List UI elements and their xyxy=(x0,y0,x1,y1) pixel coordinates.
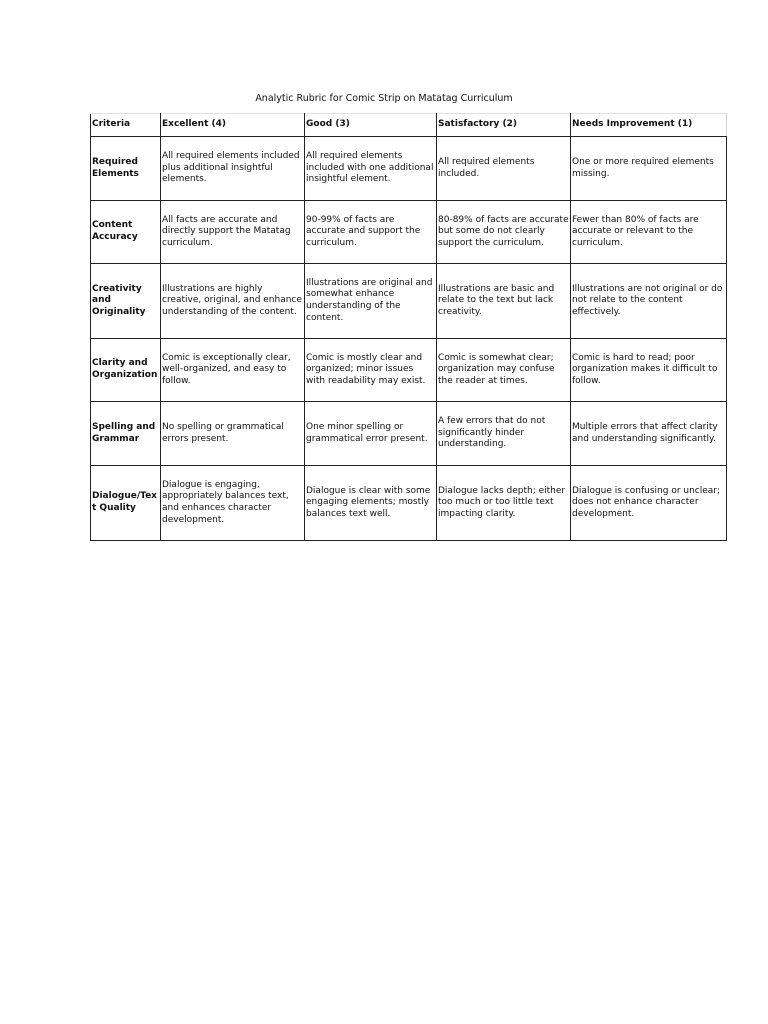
criterion-cell: Creativity and Originality xyxy=(91,264,161,339)
rubric-cell: Illustrations are basic and relate to the text but lack creativity. xyxy=(437,264,571,339)
criterion-cell: Spelling and Grammar xyxy=(91,402,161,466)
rubric-cell: Dialogue is confusing or unclear; does not enhance character development. xyxy=(571,466,727,541)
rubric-cell: Comic is somewhat clear; organization may confuse the reader at times. xyxy=(437,339,571,402)
rubric-cell: All required elements included with one additional insightful element. xyxy=(305,137,437,201)
rubric-cell: Comic is hard to read; poor organization makes it difficult to follow. xyxy=(571,339,727,402)
rubric-cell: All required elements included. xyxy=(437,137,571,201)
header-excellent: Excellent (4) xyxy=(161,114,305,137)
header-criteria: Criteria xyxy=(91,114,161,137)
rubric-cell: Illustrations are highly creative, original, and enhance understanding of the content. xyxy=(161,264,305,339)
table-row xyxy=(91,201,727,264)
rubric-cell: Dialogue is clear with some engaging elements; mostly balances text well. xyxy=(305,466,437,541)
criterion-cell: Clarity and Organization xyxy=(91,339,161,402)
table-row xyxy=(91,137,727,201)
rubric-cell: Fewer than 80% of facts are accurate or relevant to the curriculum. xyxy=(571,201,727,264)
table-row xyxy=(91,264,727,339)
rubric-cell: All facts are accurate and directly support the Matatag curriculum. xyxy=(161,201,305,264)
rubric-cell: Illustrations are original and somewhat enhance understanding of the content. xyxy=(305,264,437,339)
rubric-cell: Comic is mostly clear and organized; minor issues with readability may exist. xyxy=(305,339,437,402)
criterion-cell: Dialogue/Text Quality xyxy=(91,466,161,541)
criterion-cell: Content Accuracy xyxy=(91,201,161,264)
rubric-cell: All required elements included plus additional insightful elements. xyxy=(161,137,305,201)
rubric-cell: A few errors that do not significantly hinder understanding. xyxy=(437,402,571,466)
rubric-cell: Comic is exceptionally clear, well-organized, and easy to follow. xyxy=(161,339,305,402)
header-row xyxy=(91,114,727,137)
rubric-cell: 80-89% of facts are accurate but some do not clearly support the curriculum. xyxy=(437,201,571,264)
rubric-table xyxy=(90,113,727,541)
rubric-cell: Multiple errors that affect clarity and understanding significantly. xyxy=(571,402,727,466)
header-good: Good (3) xyxy=(305,114,437,137)
rubric-cell: One minor spelling or grammatical error present. xyxy=(305,402,437,466)
rubric-cell: Illustrations are not original or do not relate to the content effectively. xyxy=(571,264,727,339)
rubric-cell: Dialogue is engaging, appropriately balances text, and enhances character development. xyxy=(161,466,305,541)
table-row xyxy=(91,402,727,466)
table-row xyxy=(91,466,727,541)
header-needs-improvement: Needs Improvement (1) xyxy=(571,114,727,137)
document-title: Analytic Rubric for Comic Strip on Matatag Curriculum xyxy=(255,93,513,104)
header-satisfactory: Satisfactory (2) xyxy=(437,114,571,137)
rubric-cell: Dialogue lacks depth; either too much or too little text impacting clarity. xyxy=(437,466,571,541)
criterion-cell: Required Elements xyxy=(91,137,161,201)
rubric-cell: No spelling or grammatical errors present. xyxy=(161,402,305,466)
rubric-cell: 90-99% of facts are accurate and support the curriculum. xyxy=(305,201,437,264)
rubric-cell: One or more required elements missing. xyxy=(571,137,727,201)
table-row xyxy=(91,339,727,402)
